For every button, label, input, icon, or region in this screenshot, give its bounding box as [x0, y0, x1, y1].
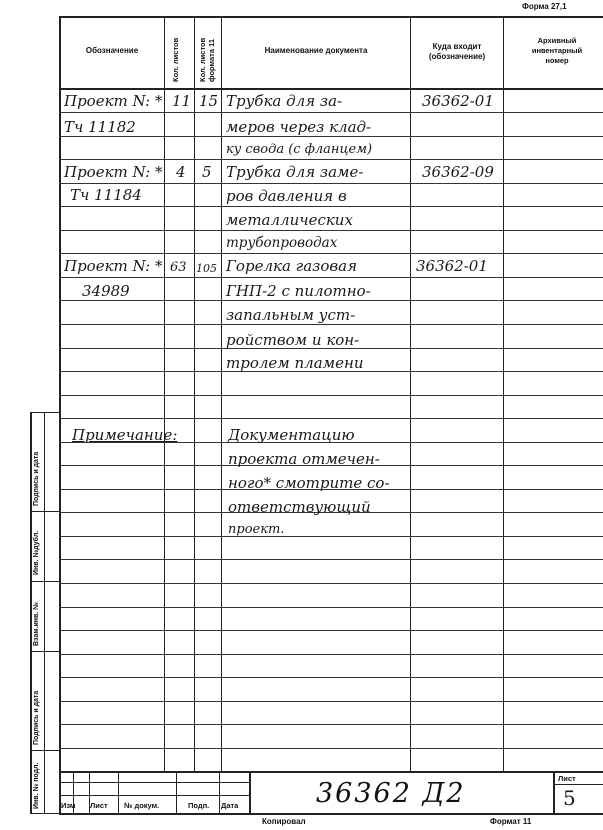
note-line: Документацию — [228, 426, 355, 444]
entry-included-in: 36362-09 — [422, 163, 494, 181]
header-included-in: Куда входит (обозначение) — [428, 42, 486, 61]
side-label-sign-date: Подпись и дата — [33, 451, 40, 506]
row-line — [59, 654, 603, 655]
stamp-sign: Подп. — [188, 801, 210, 810]
note-line: проекта отмечен- — [228, 450, 380, 468]
entry-name-line: запальным уст- — [226, 306, 356, 324]
side-label-inv-dubl: Инв. №дубл. — [33, 530, 40, 575]
row-line — [59, 583, 603, 584]
note-line: ного* смотрите со- — [228, 474, 390, 492]
entry-sheets: 4 — [176, 163, 186, 181]
row-line — [59, 724, 603, 725]
note-label: Примечание: — [72, 426, 178, 444]
entry-included-in: 36362-01 — [416, 257, 488, 275]
form-label: Форма 27,1 — [522, 2, 567, 11]
side-label-inv-podl: Инв. № подл. — [33, 762, 40, 809]
row-line — [59, 748, 603, 749]
row-line — [59, 300, 603, 301]
entry-designation: Проект N: * — [64, 257, 163, 275]
header-sheets-count: Кол. листов — [171, 37, 180, 82]
entry-name-line: Трубка для за- — [226, 92, 343, 110]
entry-designation: Проект N: * — [64, 163, 163, 181]
stamp-list: Лист — [90, 801, 108, 810]
row-line — [59, 230, 603, 231]
stamp-izm: Изм — [61, 801, 76, 810]
entry-sheets-a11: 105 — [196, 262, 217, 275]
row-line — [59, 418, 603, 419]
entry-name-line: ку свода (с фланцем) — [226, 142, 373, 157]
note-line: ответствующий — [228, 498, 371, 516]
row-line — [59, 253, 603, 254]
header-document-name: Наименование документа — [264, 46, 368, 55]
row-line — [59, 630, 603, 631]
entry-designation: Проект N: * — [64, 92, 163, 110]
side-label-vzam-inv: Взам.инв. № — [33, 602, 40, 646]
entry-name-line: трубопроводах — [226, 235, 338, 251]
row-line — [59, 183, 603, 184]
row-line — [59, 559, 603, 560]
stamp-sheet-number: 5 — [563, 786, 576, 810]
entry-sheets-a11: 5 — [202, 163, 212, 181]
row-line — [59, 324, 603, 325]
entry-sheets: 63 — [170, 260, 187, 275]
entry-designation-number: Тч 11182 — [64, 118, 136, 136]
row-line — [59, 607, 603, 608]
entry-name-line: меров через клад- — [226, 118, 372, 136]
document-code: 36362 Д2 — [316, 778, 466, 809]
stamp-date: Дата — [221, 801, 239, 810]
row-line — [59, 395, 603, 396]
entry-designation-number: 34989 — [82, 282, 130, 300]
entry-name-line: ГНП-2 с пилотно- — [226, 282, 371, 300]
side-label-sign-date: Подпись и дата — [33, 690, 40, 745]
entry-name-line: Трубка для заме- — [226, 163, 364, 181]
footer-copied: Копировал — [262, 817, 306, 826]
row-line — [59, 159, 603, 160]
entry-name-line: ров давления в — [226, 187, 347, 205]
entry-name-line: металлических — [226, 211, 353, 229]
row-line — [59, 112, 603, 113]
header-designation: Обозначение — [85, 46, 139, 55]
stamp-sheet-label: Лист — [558, 774, 576, 783]
row-line — [59, 277, 603, 278]
note-line: проект. — [228, 522, 285, 537]
entry-included-in: 36362-01 — [422, 92, 494, 110]
entry-name-line: Горелка газовая — [226, 257, 358, 275]
row-line — [59, 677, 603, 678]
row-line — [59, 206, 603, 207]
header-sheets-a11: Кол. листов формата 11 — [198, 37, 216, 82]
row-line — [59, 701, 603, 702]
entry-designation-number: Тч 11184 — [70, 186, 142, 204]
footer-format: Формат 11 — [490, 817, 532, 826]
entry-sheets-a11: 15 — [199, 92, 219, 110]
row-line — [59, 536, 603, 537]
row-line — [59, 136, 603, 137]
header-archive-number: Архивный инвентарный номер — [531, 36, 583, 65]
stamp-doc-no: № докум. — [124, 801, 160, 810]
entry-name-line: ройством и кон- — [226, 331, 360, 349]
entry-sheets: 11 — [172, 92, 192, 110]
entry-name-line: тролем пламени — [226, 354, 364, 372]
